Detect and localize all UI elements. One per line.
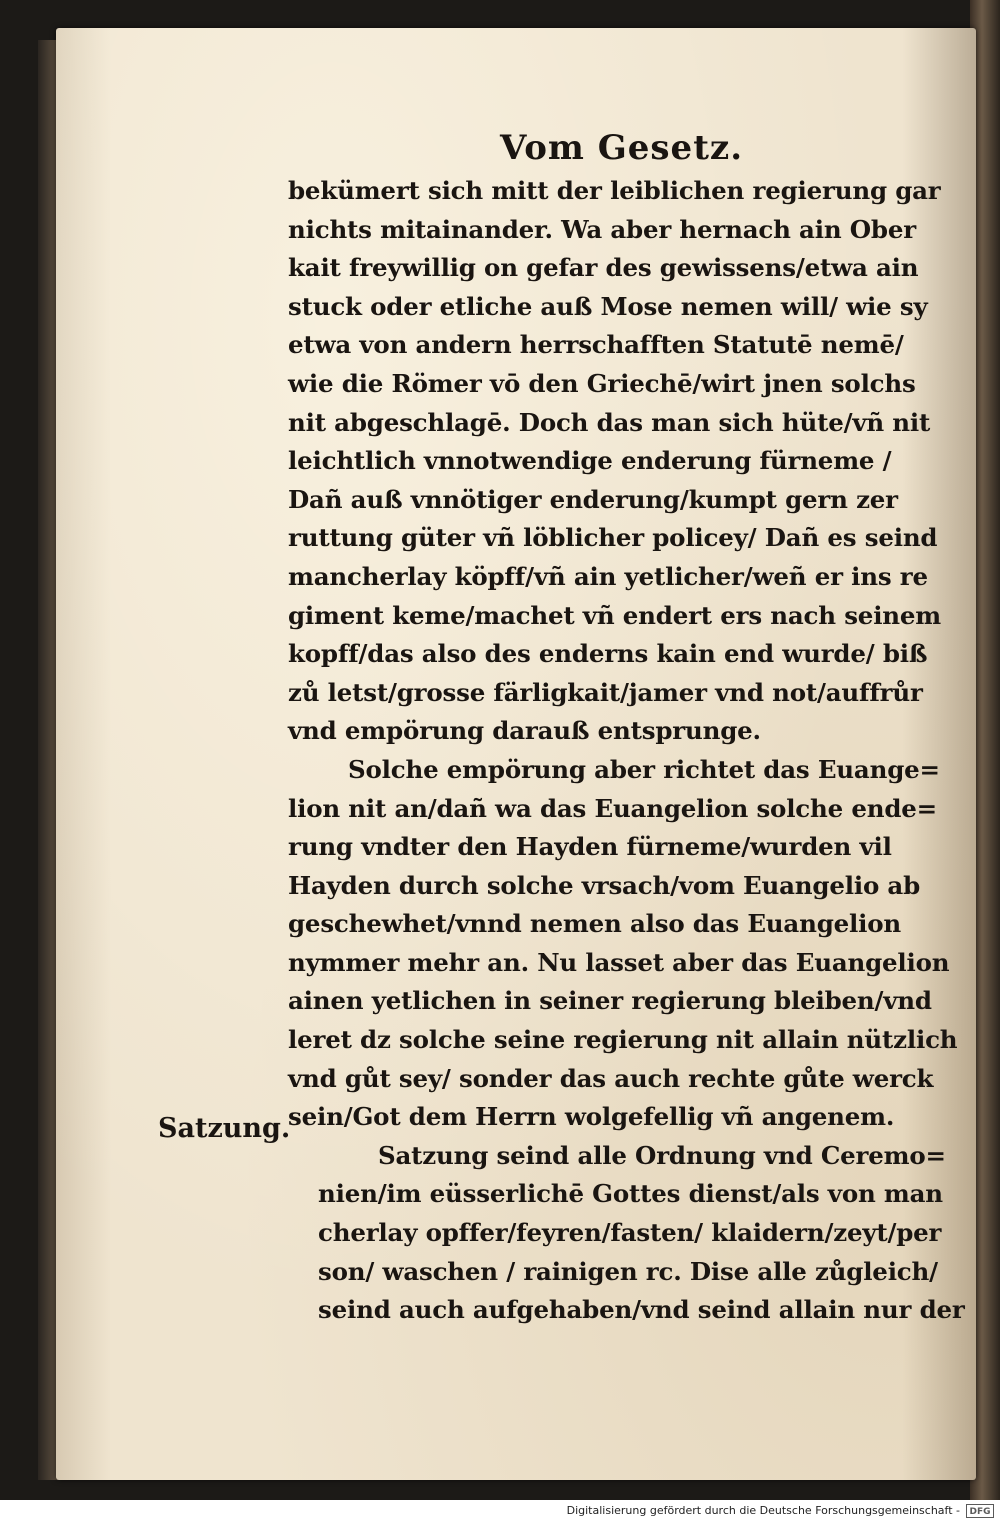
- text-line: nien/im eüsserlichē Gottes dienst/als von man: [318, 1179, 943, 1209]
- text-line: etwa von andern herrschafften Statutē nemē/: [288, 330, 904, 360]
- text-line: cherlay opffer/feyren/fasten/ klaidern/zeyt/per: [318, 1218, 942, 1248]
- funding-credit: Digitalisierung gefördert durch die Deutsche Forschungsgemeinschaft -: [566, 1504, 960, 1517]
- text-line: giment keme/machet vñ endert ers nach seinem: [288, 600, 942, 630]
- text-line: leret dz solche seine regierung nit allain nützlich: [288, 1025, 958, 1055]
- text-line: Dañ auß vnnötiger enderung/kumpt gern zer: [288, 484, 898, 514]
- text-line: leichtlich vnnotwendige enderung fürneme /: [288, 446, 892, 476]
- text-line: bekümert sich mitt der leiblichen regierung gar: [288, 176, 941, 205]
- running-head: Vom Gesetz.: [500, 128, 744, 168]
- dfg-logo: DFG: [966, 1504, 994, 1518]
- text-line: nit abgeschlagē. Doch das man sich hüte/vñ nit: [288, 407, 931, 437]
- text-line: vnd gůt sey/ sonder das auch rechte gůte werck: [288, 1063, 934, 1093]
- text-line: vnd empörung darauß entsprunge.: [288, 716, 761, 746]
- text-line: kait freywillig on gefar des gewissens/etwa ain: [288, 253, 919, 283]
- text-line: ruttung güter vñ löblicher policey/ Dañ es seind: [288, 523, 938, 553]
- footer-bar: [0, 1500, 1000, 1523]
- text-line: lion nit an/dañ wa das Euangelion solche ende=: [288, 793, 937, 823]
- text-line: nymmer mehr an. Nu lasset aber das Euangelion: [288, 947, 950, 977]
- text-line: nichts mitainander. Wa aber hernach ain Ober: [288, 214, 916, 244]
- text-line: wie die Römer vō den Griechē/wirt jnen solchs: [288, 368, 916, 398]
- text-line: seind auch aufgehaben/vnd seind allain nur der: [318, 1295, 965, 1325]
- text-line: rung vndter den Hayden fürneme/wurden vil: [288, 832, 892, 862]
- text-line: son/ waschen / rainigen rc. Dise alle zůgleich/: [318, 1256, 938, 1286]
- marginal-note: Satzung.: [158, 1113, 291, 1144]
- text-line: mancherlay köpff/vñ ain yetlicher/weñ er ins re: [288, 561, 928, 591]
- text-line: stuck oder etliche auß Mose nemen will/ wie sy: [288, 291, 928, 321]
- text-line: kopff/das also des enderns kain end wurde/ biß: [288, 639, 928, 669]
- text-line: ainen yetlichen in seiner regierung bleiben/vnd: [288, 986, 932, 1016]
- text-line: Solche empörung aber richtet das Euange=: [348, 754, 940, 784]
- text-line: geschewhet/vnnd nemen also das Euangelion: [288, 909, 901, 939]
- text-line: sein/Got dem Herrn wolgefellig vñ angenem.: [288, 1102, 895, 1132]
- text-line: Satzung seind alle Ordnung vnd Ceremo=: [378, 1140, 946, 1170]
- text-line: zů letst/grosse färligkait/jamer vnd not/auffrůr: [288, 677, 923, 707]
- text-block: [288, 172, 978, 1330]
- text-line: Hayden durch solche vrsach/vom Euangelio ab: [288, 870, 921, 900]
